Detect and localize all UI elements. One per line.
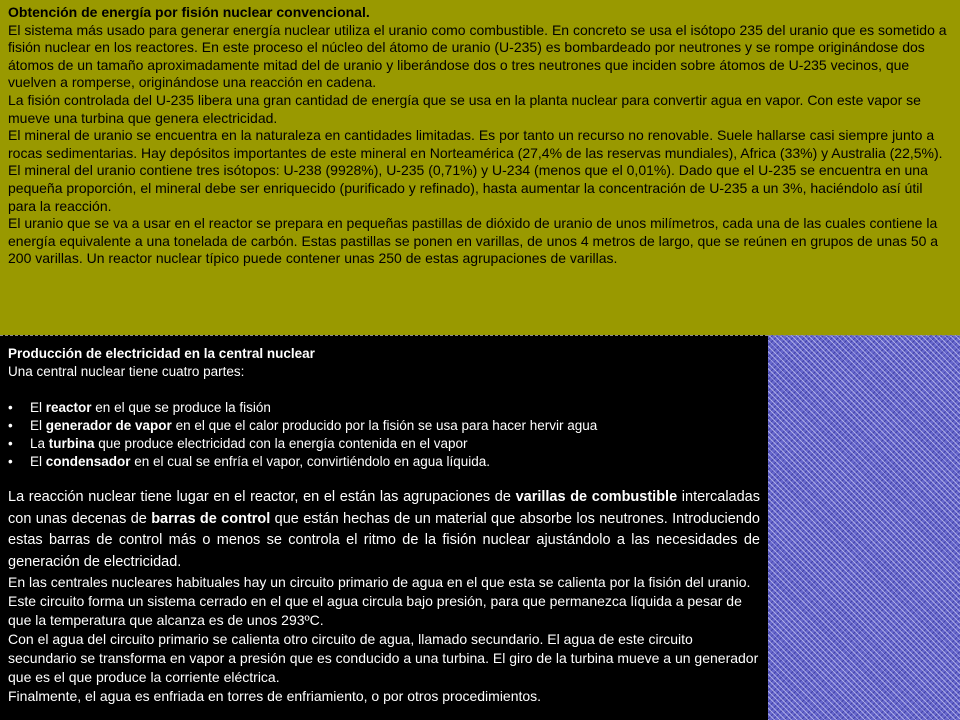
reaction-paragraph: La reacción nuclear tiene lugar en el reactor, en el están las agrupaciones de varillas de combustible intercaladas con unas decenas de barras de control que están hechas de un material que absorbe los neutrones. Introduciendo estas barras de control más o menos se controla el ritmo de la fisión nuclear ajustándolo a las necesidades de generación de electricidad.: [8, 489, 760, 570]
part-term: turbina: [48, 436, 95, 451]
decorative-pattern-panel: [768, 335, 960, 720]
production-section: [0, 335, 768, 720]
control-rods-term: barras de control: [151, 510, 271, 527]
primary-circuit-paragraph: En las centrales nucleares habituales hay un circuito primario de agua en el que esta se calienta por la fisión del uranio. Este circuito forma un sistema cerrado en el que el agua circula bajo presión, para que permanezca líquida a pesar de que la temperatura que alcanza es de unos 293ºC.: [8, 574, 751, 628]
production-intro: Una central nuclear tiene cuatro partes:: [8, 364, 245, 379]
fission-paragraph: El uranio que se va a usar en el reactor se prepara en pequeñas pastillas de dióxido de uranio de unos milímetros, cada una de las cuales contiene la energía equivalente a una tonelada de carbón. Estas pastillas se ponen en varillas, de unos 4 metros de largo, que se reúnen en grupos de unas 50 a 200 varillas. Un reactor nuclear típico puede contener unas 250 de estas agrupaciones de varillas.: [8, 215, 939, 267]
secondary-circuit-paragraph: Con el agua del circuito primario se calienta otro circuito de agua, llamado secundario. El agua de este circuito secundario se transforma en vapor a presión que es conducido a una turbina. El giro de la turbina mueve a un generador que es el que produce la corriente eléctrica.: [8, 631, 759, 685]
list-item: • La turbina que produce electricidad con la energía contenida en el vapor: [8, 435, 760, 453]
fission-paragraph: El mineral de uranio se encuentra en la naturaleza en cantidades limitadas. Es por tanto un recurso no renovable. Suele hallarse casi siempre junto a rocas sedimentarias. Hay depósitos importantes de este mineral en Norteamérica (27,4% de las reservas mundiales), Africa (33%) y Australia (22,5%).: [8, 127, 943, 161]
fission-paragraph: La fisión controlada del U-235 libera una gran cantidad de energía que se usa en la planta nuclear para convertir agua en vapor. Con este vapor se mueve una turbina que genera electricidad.: [8, 91, 921, 126]
list-item: • El reactor en el que se produce la fisión: [8, 399, 760, 417]
plant-parts-list: [8, 399, 760, 471]
fission-paragraph: El sistema más usado para generar energía nuclear utiliza el uranio como combustible. En concreto se usa el isótopo 235 del uranio que es sometido a fisión nuclear en los reactores. En este proceso el núcleo del átomo de uranio (U-235) es bombardeado por neutrones y se rompe originándose dos átomos de un tamaño aproximadamente mitad del de uranio y liberándose dos o tres neutrones que inciden sobre átomos de U-235 vecinos, que vuelven a romperse, originándose una reacción en cadena.: [8, 21, 947, 91]
fission-paragraph: El mineral del uranio contiene tres isótopos: U-238 (9928%), U-235 (0,71%) y U-234 (menos que el 0,01%). Dado que el U-235 se encuentra en una pequeña proporción, el mineral debe ser enriquecido (purificado y refinado), hasta aumentar la concentración de U-235 a un 3%, haciéndolo así útil para la reacción.: [8, 162, 928, 214]
production-title: Producción de electricidad en la central nuclear: [8, 346, 315, 361]
part-term: generador de vapor: [45, 418, 172, 433]
list-item: • El generador de vapor en el que el calor producido por la fisión se usa para hacer hervir agua: [8, 417, 760, 435]
fission-section: [0, 0, 960, 335]
list-item: • El condensador en el cual se enfría el vapor, convirtiéndolo en agua líquida.: [8, 453, 760, 471]
fuel-rods-term: varillas de combustible: [515, 489, 678, 505]
fission-title: Obtención de energía por fisión nuclear convencional.: [8, 4, 370, 20]
part-term: condensador: [45, 454, 131, 469]
cooling-paragraph: Finalmente, el agua es enfriada en torres de enfriamiento, o por otros procedimientos.: [8, 688, 542, 704]
part-term: reactor: [45, 400, 92, 415]
